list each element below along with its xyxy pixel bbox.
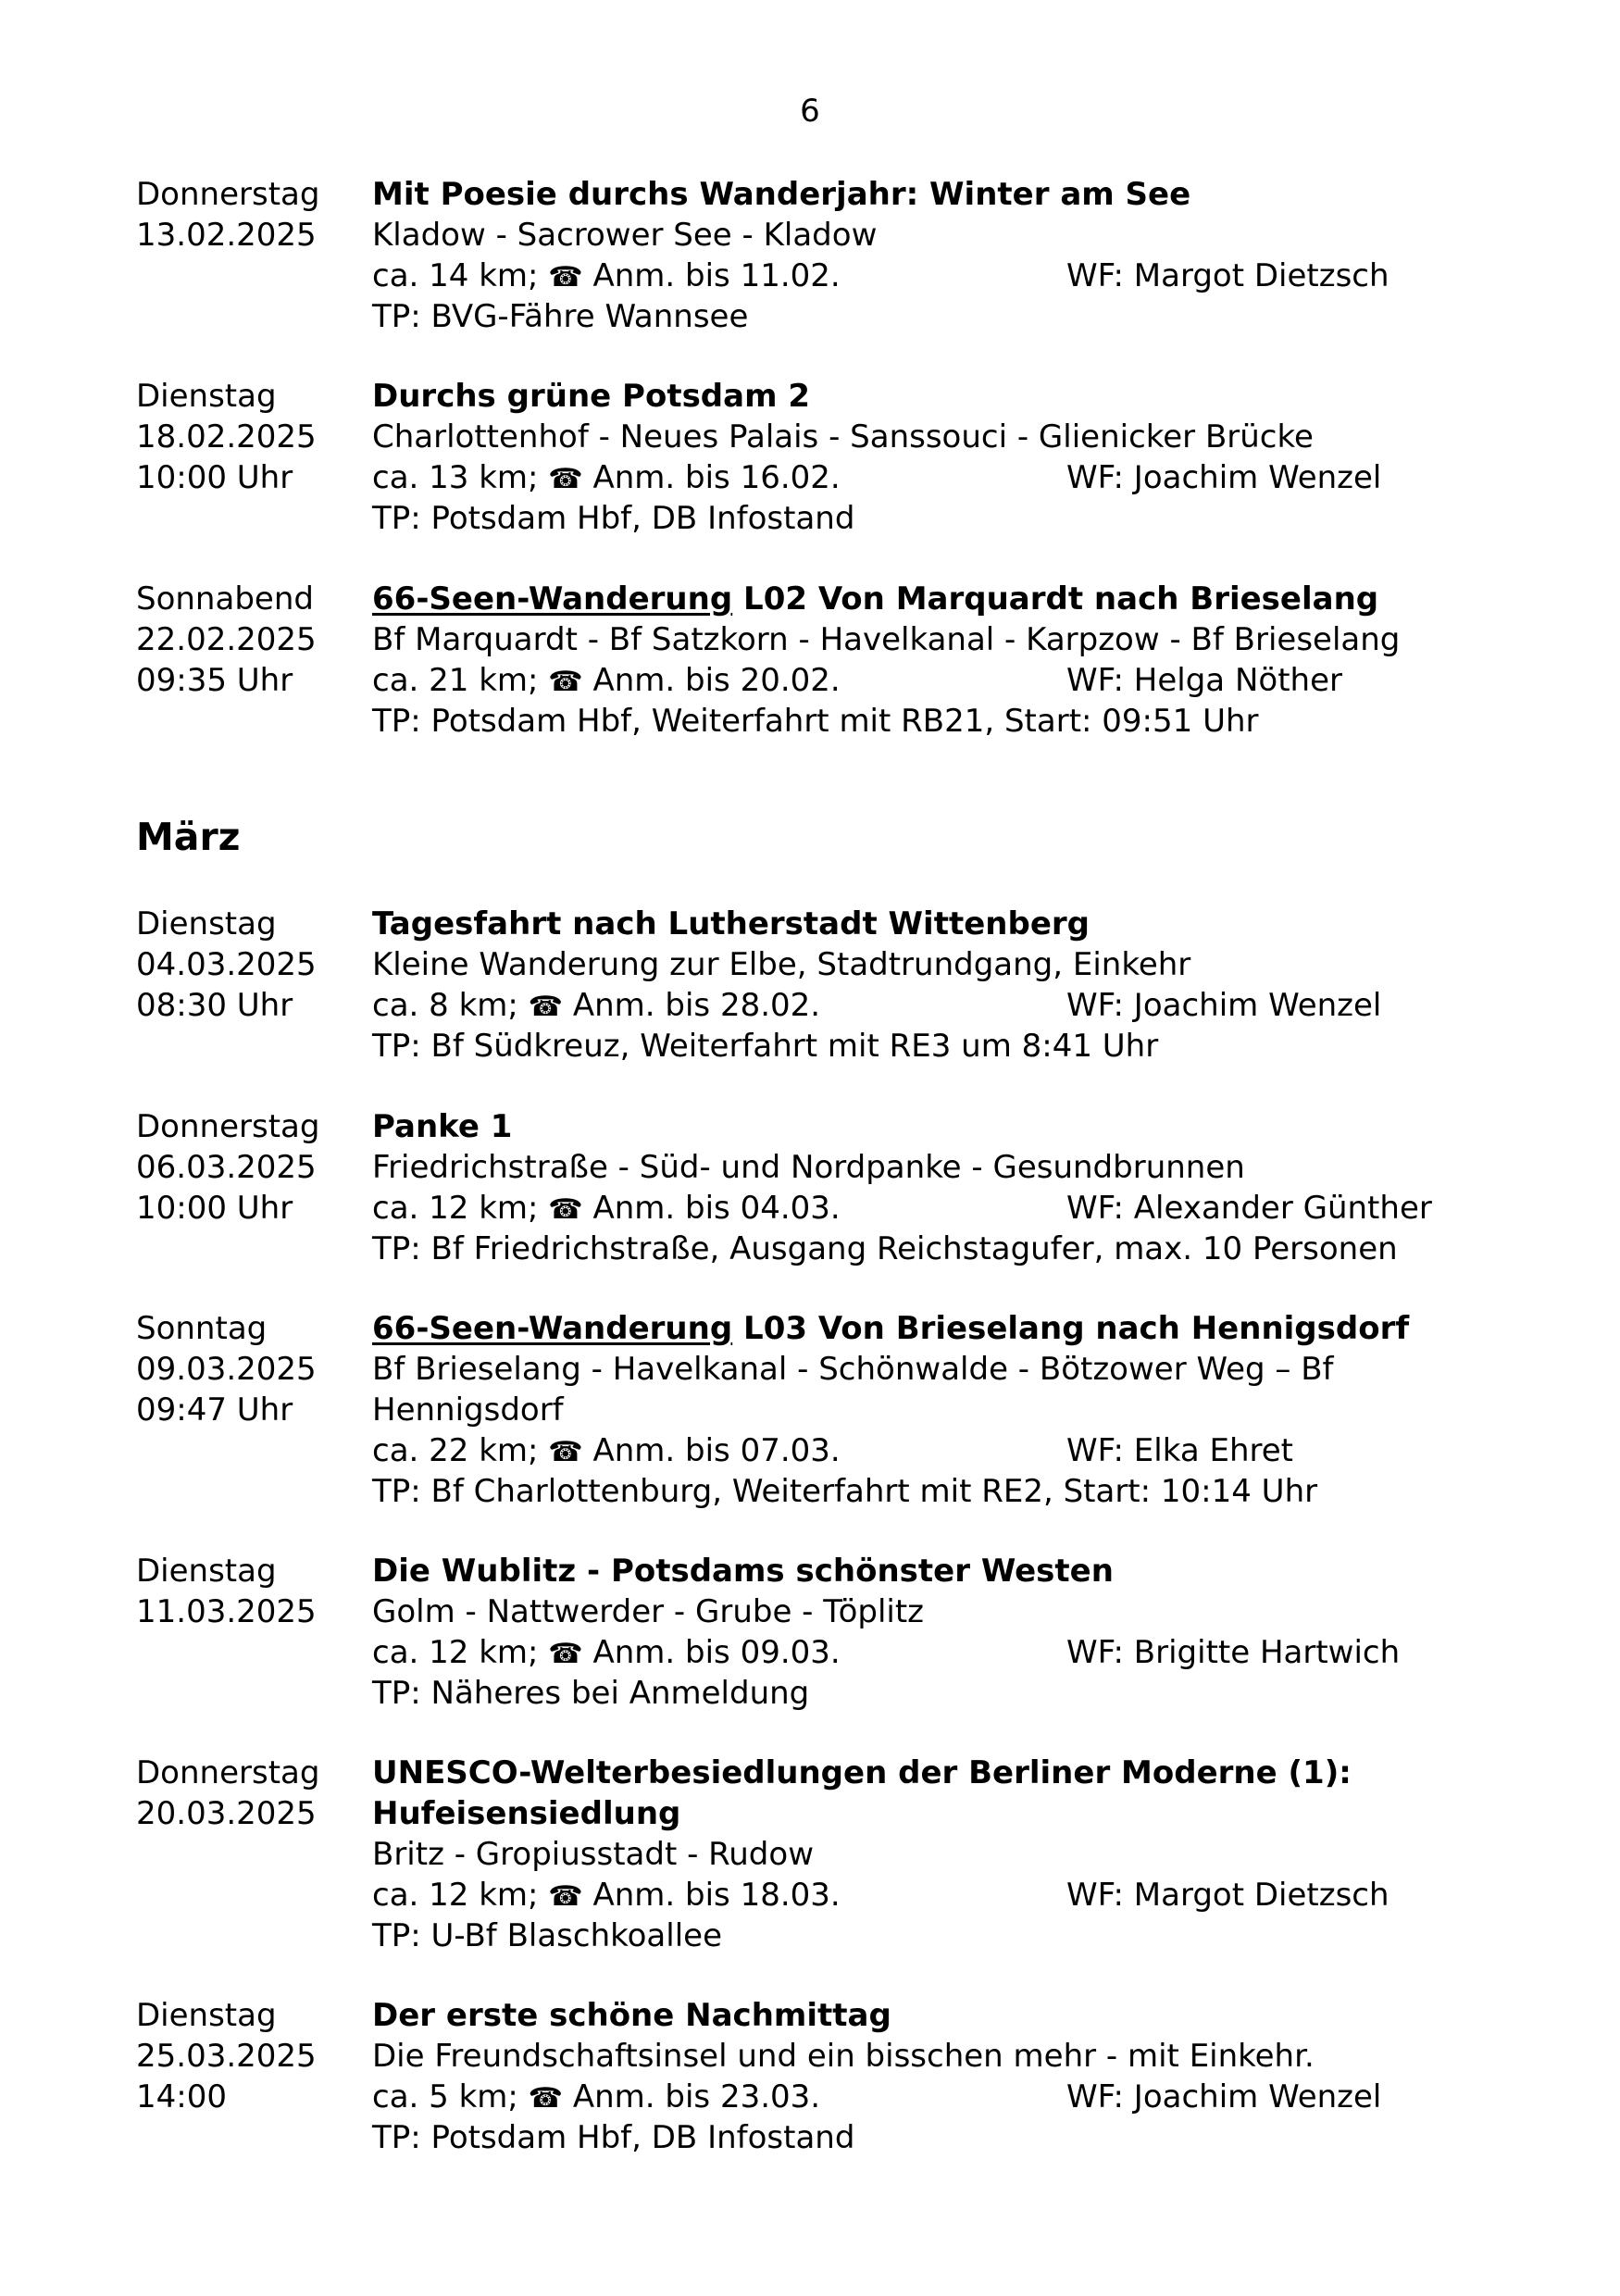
- event-info-line: [372, 985, 1483, 1026]
- event-leader: WF: Margot Dietzsch: [1066, 1877, 1389, 1914]
- event-signup: Anm. bis 23.03.: [572, 2078, 821, 2115]
- event-meeting-point: TP: Potsdam Hbf, Weiterfahrt mit RB21, Start: 09:51 Uhr: [372, 703, 1259, 740]
- event-weekday: Dienstag: [136, 905, 277, 942]
- event-date: 22.02.2025: [136, 621, 317, 658]
- event-day-column: [136, 1551, 368, 1632]
- event-day-column: [136, 904, 368, 1026]
- event-time: 08:30 Uhr: [136, 987, 293, 1024]
- event-title: Mit Poesie durchs Wanderjahr: Winter am See: [372, 176, 1191, 213]
- event-signup: Anm. bis 18.03.: [592, 1877, 841, 1914]
- event-weekday: Donnerstag: [136, 176, 320, 213]
- event-title: Durchs grüne Potsdam 2: [372, 378, 811, 415]
- phone-icon: ☎: [528, 991, 564, 1023]
- event-details: [372, 1753, 1483, 1956]
- event-leader: WF: Margot Dietzsch: [1066, 257, 1389, 294]
- event-weekday: Donnerstag: [136, 1754, 320, 1791]
- event-weekday: Sonntag: [136, 1310, 268, 1347]
- event-date: 18.02.2025: [136, 418, 317, 455]
- event-leader: WF: Elka Ehret: [1066, 1432, 1293, 1469]
- event-route: Kleine Wanderung zur Elbe, Stadtrundgang, Einkehr: [372, 946, 1191, 983]
- event-details: [372, 376, 1483, 539]
- event-info-line: [372, 660, 1483, 701]
- event-title: Die Wublitz - Potsdams schönster Westen: [372, 1553, 1114, 1590]
- event-meeting-point: TP: Bf Charlottenburg, Weiterfahrt mit RE2, Start: 10:14 Uhr: [372, 1473, 1318, 1510]
- event-title-continued: Hufeisensiedlung: [372, 1795, 681, 1832]
- event-distance: ca. 12 km;: [372, 1877, 539, 1914]
- event-weekday: Dienstag: [136, 1553, 277, 1590]
- event-details: [372, 579, 1483, 742]
- event-info-line: [372, 1875, 1483, 1915]
- event-distance: ca. 22 km;: [372, 1432, 539, 1469]
- event-signup: Anm. bis 20.02.: [592, 662, 841, 699]
- event-distance: ca. 13 km;: [372, 459, 539, 496]
- event-day-column: [136, 579, 368, 701]
- event-date: 09.03.2025: [136, 1351, 317, 1388]
- event-title-line: [372, 579, 1483, 619]
- event-day-column: [136, 1995, 368, 2117]
- event-meeting-point: TP: Bf Südkreuz, Weiterfahrt mit RE3 um 8:41 Uhr: [372, 1028, 1159, 1065]
- phone-icon: ☎: [548, 666, 583, 698]
- event-title: L02 Von Marquardt nach Brieselang: [743, 580, 1379, 618]
- event-weekday: Sonnabend: [136, 580, 314, 618]
- event-route-continued: Hennigsdorf: [372, 1391, 564, 1429]
- event-time: 10:00 Uhr: [136, 1190, 293, 1227]
- phone-icon: ☎: [528, 2082, 564, 2115]
- page-number: 6: [800, 93, 820, 130]
- phone-icon: ☎: [548, 1880, 583, 1913]
- phone-icon: ☎: [548, 1436, 583, 1468]
- event-details: [372, 1995, 1483, 2158]
- phone-icon: ☎: [548, 261, 583, 293]
- event-title: Tagesfahrt nach Lutherstadt Wittenberg: [372, 905, 1090, 942]
- event-info-line: [372, 1188, 1483, 1229]
- event-distance: ca. 21 km;: [372, 662, 539, 699]
- event-meeting-point: TP: Potsdam Hbf, DB Infostand: [372, 2119, 855, 2156]
- event-day-column: [136, 1308, 368, 1430]
- event-weekday: Dienstag: [136, 378, 277, 415]
- event-time: 14:00: [136, 2078, 227, 2115]
- event-signup: Anm. bis 09.03.: [592, 1634, 841, 1671]
- event-distance: ca. 5 km;: [372, 2078, 518, 2115]
- event-info-line: [372, 457, 1483, 498]
- event-route: Bf Brieselang - Havelkanal - Schönwalde - Bötzower Weg – Bf: [372, 1351, 1334, 1388]
- event-title: Der erste schöne Nachmittag: [372, 1997, 891, 2034]
- event-route: Friedrichstraße - Süd- und Nordpanke - Gesundbrunnen: [372, 1149, 1245, 1186]
- phone-icon: ☎: [548, 1638, 583, 1670]
- event-distance: ca. 12 km;: [372, 1634, 539, 1671]
- event-details: [372, 1106, 1483, 1269]
- event-meeting-point: TP: U-Bf Blaschkoallee: [372, 1917, 722, 1954]
- event-details: [372, 1308, 1483, 1512]
- event-distance: ca. 12 km;: [372, 1190, 539, 1227]
- event-route: Kladow - Sacrower See - Kladow: [372, 217, 878, 254]
- event-route: Charlottenhof - Neues Palais - Sanssouci - Glienicker Brücke: [372, 418, 1314, 455]
- event-leader: WF: Joachim Wenzel: [1066, 459, 1382, 496]
- event-details: [372, 904, 1483, 1067]
- event-leader: WF: Helga Nöther: [1066, 662, 1342, 699]
- event-date: 06.03.2025: [136, 1149, 317, 1186]
- event-date: 11.03.2025: [136, 1593, 317, 1630]
- event-weekday: Donnerstag: [136, 1108, 320, 1145]
- event-meeting-point: TP: BVG-Fähre Wannsee: [372, 298, 749, 335]
- event-day-column: [136, 174, 368, 256]
- event-signup: Anm. bis 16.02.: [592, 459, 841, 496]
- event-signup: Anm. bis 11.02.: [592, 257, 841, 294]
- phone-icon: ☎: [548, 463, 583, 495]
- event-date: 04.03.2025: [136, 946, 317, 983]
- event-date: 25.03.2025: [136, 2038, 317, 2075]
- event-time: 09:47 Uhr: [136, 1391, 293, 1429]
- event-route: Die Freundschaftsinsel und ein bisschen mehr - mit Einkehr.: [372, 2038, 1315, 2075]
- event-time: 10:00 Uhr: [136, 459, 293, 496]
- event-leader: WF: Joachim Wenzel: [1066, 2078, 1382, 2115]
- event-route: Golm - Nattwerder - Grube - Töplitz: [372, 1593, 925, 1630]
- event-distance: ca. 8 km;: [372, 987, 518, 1024]
- event-day-column: [136, 376, 368, 498]
- event-info-line: [372, 2077, 1483, 2117]
- event-meeting-point: TP: Näheres bei Anmeldung: [372, 1675, 810, 1712]
- event-meeting-point: TP: Potsdam Hbf, DB Infostand: [372, 500, 855, 537]
- event-day-column: [136, 1753, 368, 1834]
- event-title: L03 Von Brieselang nach Hennigsdorf: [743, 1310, 1410, 1347]
- phone-icon: ☎: [548, 1193, 583, 1226]
- event-time: 09:35 Uhr: [136, 662, 293, 699]
- event-info-line: [372, 256, 1483, 296]
- event-distance: ca. 14 km;: [372, 257, 539, 294]
- event-weekday: Dienstag: [136, 1997, 277, 2034]
- event-leader: WF: Alexander Günther: [1066, 1190, 1432, 1227]
- event-signup: Anm. bis 04.03.: [592, 1190, 841, 1227]
- series-link[interactable]: 66-Seen-Wanderung: [372, 1310, 733, 1347]
- event-route: Britz - Gropiusstadt - Rudow: [372, 1836, 814, 1873]
- event-details: [372, 1551, 1483, 1714]
- event-date: 13.02.2025: [136, 217, 317, 254]
- event-route: Bf Marquardt - Bf Satzkorn - Havelkanal - Karpzow - Bf Brieselang: [372, 621, 1401, 658]
- event-meeting-point: TP: Bf Friedrichstraße, Ausgang Reichstagufer, max. 10 Personen: [372, 1230, 1398, 1267]
- event-day-column: [136, 1106, 368, 1229]
- event-title: UNESCO-Welterbesiedlungen der Berliner Moderne (1):: [372, 1754, 1352, 1791]
- event-title-line: [372, 1308, 1483, 1349]
- event-info-line: [372, 1430, 1483, 1471]
- month-heading: März: [136, 815, 241, 859]
- event-date: 20.03.2025: [136, 1795, 317, 1832]
- event-info-line: [372, 1632, 1483, 1673]
- event-leader: WF: Brigitte Hartwich: [1066, 1634, 1401, 1671]
- event-leader: WF: Joachim Wenzel: [1066, 987, 1382, 1024]
- event-title: Panke 1: [372, 1108, 513, 1145]
- series-link[interactable]: 66-Seen-Wanderung: [372, 580, 733, 618]
- event-signup: Anm. bis 28.02.: [572, 987, 821, 1024]
- event-details: [372, 174, 1483, 337]
- event-signup: Anm. bis 07.03.: [592, 1432, 841, 1469]
